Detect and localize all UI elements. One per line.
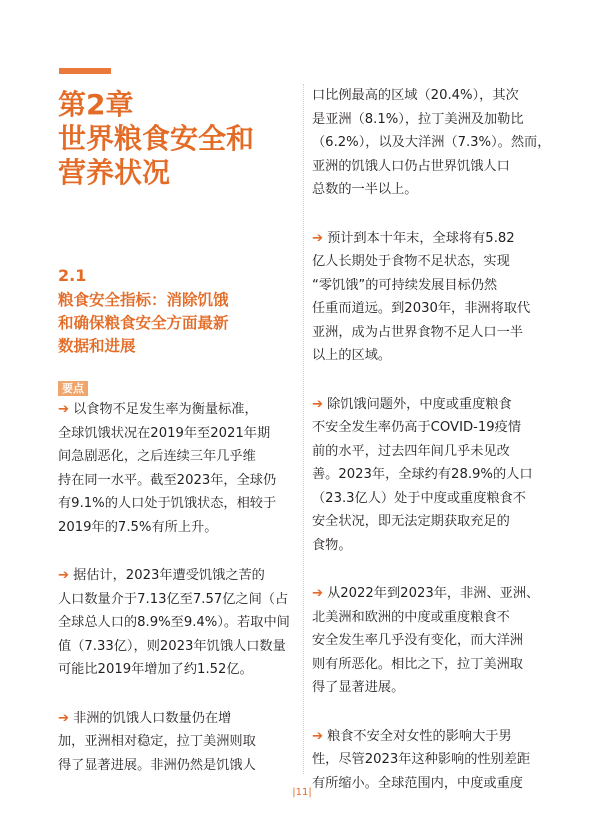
paragraph-line [312, 227, 558, 251]
paragraph-text: 得了显著进展。 [312, 680, 405, 695]
paragraph-line [58, 730, 304, 754]
paragraph-text: 得了显著进展。非洲仍然是饥饿人 [58, 757, 256, 773]
paragraph-text: 预计到本十年末，全球将有5.82 [327, 230, 515, 246]
section-title [58, 289, 298, 358]
paragraph-text: 亿人长期处于食物不足状态，实现 [312, 254, 510, 269]
paragraph [58, 564, 304, 682]
paragraph-text: 2019年的7.5%有所上升。 [58, 519, 218, 535]
chapter-title [58, 88, 298, 190]
paragraph-text: 人口数量介于7.13亿至7.57亿之间（占 [58, 591, 289, 607]
paragraph-line [312, 653, 558, 677]
arrow-right-icon: ➔ [312, 728, 324, 744]
paragraph-line [58, 588, 304, 612]
paragraph-text: 以上的区域。 [312, 348, 392, 363]
paragraph-line [58, 611, 304, 635]
left-column [58, 398, 304, 802]
paragraph-text: 全球总人口的8.9%至9.4%）。若取中间 [58, 615, 290, 630]
paragraph-text: 不安全发生率仍高于COVID-19疫情 [312, 420, 522, 435]
paragraph-line [58, 564, 304, 588]
arrow-right-icon: ➔ [58, 710, 70, 726]
paragraph-line [58, 754, 304, 778]
paragraph-text: 除饥饿问题外，中度或重度粮食 [327, 396, 512, 412]
paragraph-text: 安全状况，即无法定期获取充足的 [312, 514, 510, 529]
paragraph-line [312, 393, 558, 417]
paragraph-text: 善。2023年，全球约有28.9%的人口 [312, 467, 533, 482]
paragraph-line [58, 398, 304, 422]
paragraph [58, 707, 304, 778]
paragraph-line [312, 606, 558, 630]
paragraph-text: （6.2%），以及大洋洲（7.3%）。然而， [312, 135, 551, 150]
paragraph-line [58, 707, 304, 731]
paragraph-line [312, 676, 558, 700]
paragraph-line [312, 487, 558, 511]
paragraph-line [312, 108, 558, 132]
paragraph-text: 以食物不足发生率为衡量标准， [73, 402, 258, 417]
paragraph-text: 有所缩小。全球范围内，中度或重度 [312, 775, 523, 791]
chapter-title-line: 世界粮食安全和 [58, 122, 255, 155]
paragraph-text: 非洲的饥饿人口数量仍在增 [73, 710, 232, 726]
arrow-right-icon: ➔ [312, 230, 324, 246]
paragraph-text: 有9.1%的人口处于饥饿状态，相较于 [58, 496, 277, 511]
arrow-right-icon: ➔ [58, 568, 70, 583]
paragraph [312, 582, 558, 700]
paragraph [312, 725, 558, 796]
paragraph-line [312, 510, 558, 534]
arrow-right-icon: ➔ [312, 396, 324, 412]
paragraph-text: 性，尽管2023年这种影响的性别差距 [312, 752, 531, 767]
paragraph-text: 北美洲和欧洲的中度或重度粮食不 [312, 609, 510, 625]
paragraph-line [312, 321, 558, 345]
paragraph-text: 持在同一水平。截至2023年，全球仍 [58, 472, 277, 488]
paragraph-text: （23.3亿人）处于中度或重度粮食不 [312, 490, 526, 506]
paragraph-text: 值（7.33亿），则2023年饥饿人口数量 [58, 638, 286, 654]
key-points-label: 要点 [58, 381, 88, 396]
section-title-line: 粮食安全指标：消除饥饿 [58, 291, 229, 309]
paragraph-text: 口比例最高的区域（20.4%），其次 [312, 88, 519, 103]
paragraph-text: 可能比2019年增加了约1.52亿。 [58, 662, 253, 677]
paragraph [312, 227, 558, 368]
paragraph-text: 食物。 [312, 537, 352, 553]
chapter-title-line: 第2章 [58, 88, 134, 121]
paragraph-line [312, 344, 558, 368]
chapter-accent-bar [59, 68, 111, 74]
paragraph-text: 亚洲的饥饿人口仍占世界饥饿人口 [312, 158, 510, 174]
paragraph-line [312, 250, 558, 274]
paragraph-text: 则有所恶化。相比之下，拉丁美洲取 [312, 656, 523, 672]
paragraph-line [312, 534, 558, 558]
paragraph-text: 是亚洲（8.1%），拉丁美洲及加勒比 [312, 111, 524, 127]
paragraph-text: 总数的一半以上。 [312, 182, 418, 197]
paragraph-line [58, 445, 304, 469]
paragraph [312, 393, 558, 558]
paragraph-line [58, 422, 304, 446]
paragraph-text: 粮食不安全对女性的影响大于男 [327, 728, 512, 744]
chapter-title-line: 营养状况 [58, 156, 171, 189]
paragraph-line [58, 516, 304, 540]
right-column [312, 84, 558, 820]
paragraph-text: “零饥饿”的可持续发展目标仍然 [312, 277, 498, 293]
section-title-line: 数据和进展 [58, 337, 136, 355]
paragraph-line [312, 155, 558, 179]
paragraph-line [312, 297, 558, 321]
paragraph-line [312, 84, 558, 108]
paragraph [312, 84, 558, 202]
paragraph-line [312, 416, 558, 440]
paragraph-line [312, 725, 558, 749]
page-number: |11| [292, 787, 312, 798]
arrow-right-icon: ➔ [58, 402, 70, 417]
paragraph-text: 亚洲，成为占世界食物不足人口一半 [312, 324, 523, 340]
section-number: 2.1 [58, 266, 87, 285]
column-divider [303, 84, 304, 774]
paragraph-text: 安全发生率几乎没有变化，而大洋洲 [312, 633, 523, 648]
paragraph-text: 全球饥饿状况在2019年至2021年期 [58, 425, 271, 441]
arrow-right-icon: ➔ [312, 586, 324, 601]
paragraph-text: 间急剧恶化，之后连续三年几乎维 [58, 449, 256, 464]
paragraph-line [58, 469, 304, 493]
paragraph-line [312, 440, 558, 464]
paragraph-line [312, 748, 558, 772]
paragraph-line [312, 131, 558, 155]
paragraph-text: 任重而道远。到2030年，非洲将取代 [312, 301, 531, 316]
paragraph-line [58, 635, 304, 659]
paragraph-line [58, 492, 304, 516]
paragraph-line [312, 463, 558, 487]
paragraph-text: 前的水平，过去四年间几乎未见改 [312, 443, 510, 459]
paragraph-line [312, 629, 558, 653]
paragraph [58, 398, 304, 539]
paragraph-line [312, 274, 558, 298]
paragraph-text: 加，亚洲相对稳定，拉丁美洲则取 [58, 734, 256, 749]
paragraph-line [312, 178, 558, 202]
paragraph-line [58, 658, 304, 682]
paragraph-text: 据估计，2023年遭受饥饿之苦的 [73, 568, 265, 583]
section-title-line: 和确保粮食安全方面最新 [58, 314, 229, 332]
paragraph-text: 从2022年到2023年，非洲、亚洲、 [327, 586, 540, 601]
paragraph-line [312, 582, 558, 606]
